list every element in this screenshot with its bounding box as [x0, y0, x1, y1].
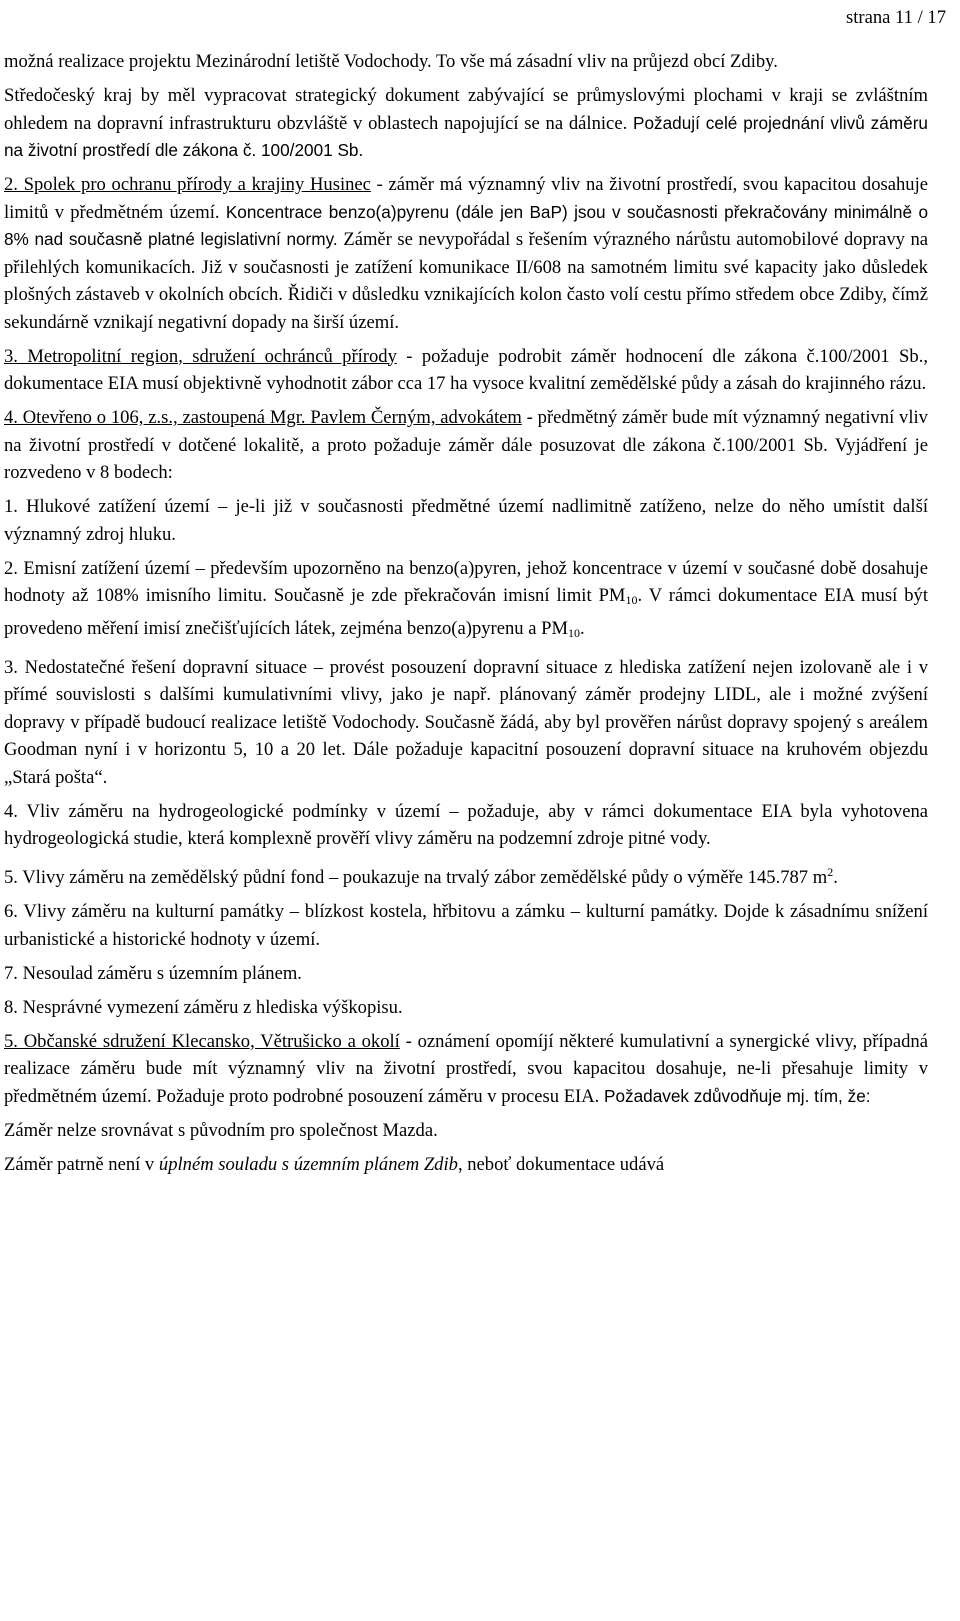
point-8 [4, 994, 928, 1022]
point-text: 2. Emisní zatížení území – především upozorněno na benzo(a)pyren, jehož koncentrace v území v současné době dosahuje hodnoty až 108% imisního limitu. Současně je zde překračován imisní limit PM [4, 557, 928, 606]
paragraph-text: Záměr nelze srovnávat s původním pro společnost Mazda. [4, 1119, 438, 1141]
paragraph-text: - požaduje podrobit záměr hodnocení dle zákona č.100/2001 Sb. [396, 345, 924, 367]
document-body [4, 48, 928, 1185]
paragraph-text: , neboť dokumentace udává [457, 1153, 665, 1175]
paragraph-text: Záměr se nevypořádal s řešením výrazného nárůstu automobilové dopravy na přilehlých komunikacích. [4, 229, 929, 278]
paragraph-text: , dokumentace EIA musí objektivně vyhodnotit zábor cca 17 ha vysoce kvalitní zemědělské půdy a zásah do krajinného rázu. [4, 345, 928, 394]
superscript: 2 [827, 865, 834, 879]
paragraph-klecansko [4, 1028, 928, 1111]
organization-name: 5. Občanské sdružení Klecansko, Větrušicko a okolí [4, 1030, 400, 1052]
point-7 [4, 960, 928, 988]
point-text: . [580, 617, 585, 639]
page-number: strana 11 / 17 [845, 7, 946, 28]
point-1 [4, 493, 928, 548]
point-text: 5. Vlivy záměru na zemědělský půdní fond – poukazuje na trvalý zábor zemědělské půdy o výměře 145.787 m [4, 867, 828, 888]
paragraph-text: - předmětný záměr bude mít významný negativní vliv na životní prostředí v dotčené lokalitě, a proto požaduje záměr dále posuzovat dle zákona č.100/2001 Sb. Vyjádření je rozvedeno v 8 bodech: [4, 407, 928, 483]
paragraph-husinec [4, 171, 928, 336]
subscript: 10 [568, 625, 580, 640]
paragraph-otevreno-o-106 [4, 404, 928, 487]
subscript: 10 [625, 593, 638, 607]
paragraph-text-sans: Koncentrace benzo(a)pyrenu (dále jen BaP) jsou v současnosti překračovány minimálně o 8% nad současně platné legislativní normy. [4, 201, 929, 249]
point-5 [4, 859, 928, 892]
point-text: 8. Nesprávné vymezení záměru z hlediska výškopisu. [4, 996, 403, 1018]
point-2 [4, 555, 928, 648]
paragraph-text: Již v současnosti je zatížení komunikace II/608 na samotném limitu své kapacity jako důsledek plošných zástaveb v okolních obcích. [4, 256, 928, 305]
paragraph-mazda [4, 1117, 928, 1145]
paragraph-uzemni-plan [4, 1151, 928, 1179]
point-3 [4, 654, 928, 792]
paragraph-text-italic: úplném souladu s územním plánem Zdib [158, 1153, 458, 1175]
point-text: 1. Hlukové zatížení území – je-li již v současnosti předmětné území nadlimitně zatíženo, nelze do něho umístit další významný zdroj hluku. [4, 496, 928, 545]
paragraph-text: - oznámení opomíjí některé kumulativní a synergické vlivy, případná realizace záměru bude mít významný vliv na životní prostředí, svou kapacitou dosahuje, ne-li přesahuje limity v předmětném území. Požaduje proto podrobné posouzení záměru v procesu EIA. [4, 1030, 928, 1107]
point-4 [4, 798, 928, 853]
paragraph-stredocesky-kraj [4, 82, 928, 165]
point-text: 6. Vlivy záměru na kulturní památky – blízkost kostela, hřbitovu a zámku – kulturní památky. Dojde k zásadnímu snížení urbanistické a historické hodnoty v území. [4, 901, 928, 950]
organization-name: 4. Otevřeno o 106, z.s., zastoupená Mgr. Pavlem Černým, advokátem [4, 407, 522, 428]
point-text: . [833, 867, 838, 888]
paragraph-text: možná realizace projektu Mezinárodní letiště Vodochody. To vše má zásadní vliv na průjezd obcí Zdiby. [4, 51, 778, 72]
paragraph-text-sans: Požadavek zdůvodňuje mj. tím, že: [603, 1085, 871, 1106]
organization-name: 2. Spolek pro ochranu přírody a krajiny Husinec [4, 174, 371, 195]
point-text: 7. Nesoulad záměru s územním plánem. [4, 962, 302, 984]
organization-name: 3. Metropolitní region, sdružení ochránců přírody [4, 345, 397, 367]
paragraph-text: Záměr patrně není v [4, 1153, 159, 1175]
paragraph-text: Řidiči v důsledku vznikajících kolon často volí cestu přímo středem obce Zdiby, čímž sekundárně vznikají negativní dopady na širší území. [4, 284, 928, 333]
point-text: 4. Vliv záměru na hydrogeologické podmínky v území – požaduje, aby v rámci dokumentace EIA byla vyhotovena hydrogeologická studie, která komplexně prověří vlivy záměru na podzemní zdroje pitné vody. [4, 800, 928, 849]
point-6 [4, 898, 928, 953]
point-text: 3. Nedostatečné řešení dopravní situace – provést posouzení dopravní situace z hlediska zatížení nejen izolovaně ale i v přímé souvislosti s dalšími kumulativními vlivy, jako je např. plánovaný záměr prodejny LIDL, ale i možné zvýšení dopravy v případě budoucí realizace letiště Vodochody. Současně žádá, aby byl prověřen nárůst dopravy spojený s areálem Goodman nyní i v horizontu 5, 10 a 20 let. Dále požaduje kapacitní posouzení dopravní situace na kruhovém objezdu „Stará pošta“. [4, 656, 928, 788]
paragraph-text-sans: Požadují celé projednání vlivů záměru na životní prostředí dle zákona č. 100/2001 Sb. [4, 112, 928, 160]
paragraph-metropolitni-region [4, 343, 928, 398]
point-text: . V rámci dokumentace EIA musí být provedeno měření imisí znečišťujících látek, zejména benzo(a)pyrenu a PM [4, 585, 928, 639]
paragraph-text: Středočeský kraj by měl vypracovat strategický dokument zabývající se průmyslovými plochami v kraji se zvláštním ohledem na dopravní infrastrukturu obzvláště v oblastech napojující se na dálnice. [4, 85, 928, 134]
paragraph-text: - záměr má významný vliv na životní prostředí, svou kapacitou dosahuje limitů v předmětném území. [4, 174, 928, 223]
paragraph-continuation [4, 48, 928, 76]
